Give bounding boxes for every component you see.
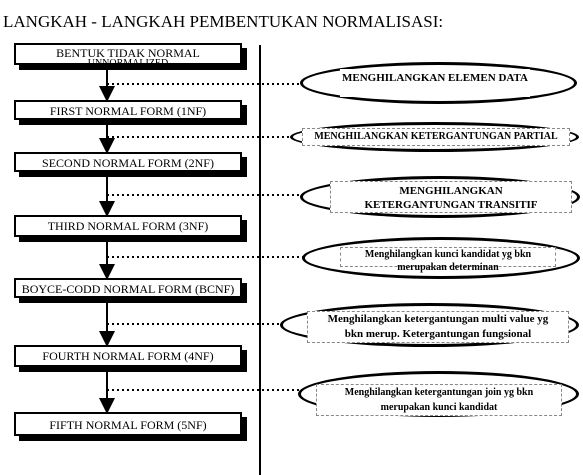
step-text: Menghilangkan kunci kandidat yg bkn [364, 249, 532, 260]
step-text: MENGHILANGKAN [399, 185, 503, 197]
step-text: MENGHILANGKAN ELEMEN DATA [342, 72, 528, 84]
step-text: Menghilangkan ketergantungan join yg bkn [344, 387, 534, 398]
stage-5nf [14, 412, 242, 436]
step-text: KETERGANTUNGAN TRANSITIF [364, 199, 538, 211]
step-label [340, 247, 556, 273]
stage-bcnf [14, 278, 242, 298]
step-text: bkn merup. Ketergantungan fungsional [344, 328, 532, 340]
diagram-title: LANGKAH - LANGKAH PEMBENTUKAN NORMALISASI: [3, 12, 444, 31]
stage-label: FIFTH NORMAL FORM (5NF) [49, 418, 207, 432]
step-label [302, 128, 570, 146]
step-label [340, 69, 530, 97]
stage-1nf [14, 100, 242, 120]
step-text: MENGHILANGKAN KETERGANTUNGAN PARTIAL [314, 131, 558, 142]
stage-label: BENTUK TIDAK NORMAL [56, 46, 200, 60]
stage-label: FIRST NORMAL FORM (1NF) [49, 104, 207, 118]
stage-label: BOYCE-CODD NORMAL FORM (BCNF) [21, 282, 235, 296]
step-text: merupakan determinan [397, 262, 499, 273]
step-label [330, 181, 572, 213]
stage-sublabel: UNNORMALIZED [87, 58, 169, 69]
stage-4nf [14, 345, 242, 367]
stage-label: THIRD NORMAL FORM (3NF) [47, 219, 209, 233]
step-label [307, 311, 569, 343]
stage-label: SECOND NORMAL FORM (2NF) [42, 156, 214, 170]
step-text: Menghilangkan ketergantungan multi value yg [327, 313, 549, 325]
stage-3nf [14, 215, 242, 237]
step-label [316, 384, 562, 416]
stage-label: FOURTH NORMAL FORM (4NF) [42, 349, 214, 363]
step-text: merupakan kunci kandidat [380, 402, 498, 413]
stage-2nf [14, 152, 242, 172]
stage-unnormalized [14, 43, 242, 69]
